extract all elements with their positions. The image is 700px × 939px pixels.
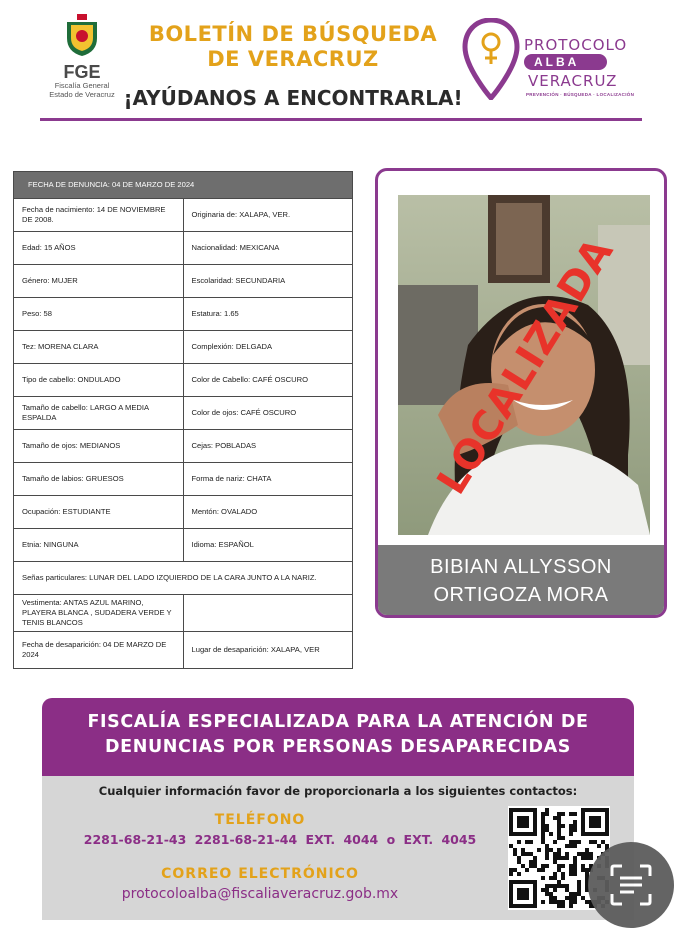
search-icon — [610, 56, 624, 70]
alba-line2: ALBA — [524, 54, 607, 70]
fge-logo — [42, 14, 122, 110]
table-cell: Fecha de nacimiento: 14 DE NOVIEMBRE DE 2008. — [14, 199, 184, 232]
table-cell: Tez: MORENA CLARA — [14, 331, 184, 364]
table-cell: Estatura: 1.65 — [183, 298, 353, 331]
phone-numbers: 2281-68-21-43 2281-68-21-44 EXT. 4044 o EXT. 4045 — [83, 832, 477, 847]
agency-banner-line1: FISCALÍA ESPECIALIZADA PARA LA ATENCIÓN DE — [87, 712, 589, 732]
email-address[interactable]: protocoloalba@fiscaliaveracruz.gob.mx — [121, 886, 399, 902]
table-row — [14, 397, 353, 430]
bulletin-subtitle: ¡AYÚDANOS A ENCONTRARLA! — [123, 86, 463, 110]
table-cell: Etnia: NINGUNA — [14, 529, 184, 562]
fge-text: FGE — [63, 62, 101, 82]
contact-intro: Cualquier información favor de proporcionarla a los siguientes contactos: — [98, 784, 578, 798]
table-row — [14, 562, 353, 595]
table-cell: Color de Cabello: CAFÉ OSCURO — [183, 364, 353, 397]
protocolo-alba-logo — [462, 18, 662, 102]
table-row — [14, 529, 353, 562]
table-cell: Escolaridad: SECUNDARIA — [183, 265, 353, 298]
agency-banner — [42, 698, 634, 776]
table-row — [14, 364, 353, 397]
bulletin-title-line2: DE VERACRUZ — [207, 47, 379, 71]
table-cell: Tamaño de cabello: LARGO A MEDIA ESPALDA — [14, 397, 184, 430]
agency-banner-line2: DENUNCIAS POR PERSONAS DESAPARECIDAS — [105, 737, 571, 757]
table-row — [14, 232, 353, 265]
table-cell: Ocupación: ESTUDIANTE — [14, 496, 184, 529]
table-row — [14, 496, 353, 529]
table-cell: Nacionalidad: MEXICANA — [183, 232, 353, 265]
table-cell: Tipo de cabello: ONDULADO — [14, 364, 184, 397]
person-name — [378, 545, 664, 615]
table-cell: Cejas: POBLADAS — [183, 430, 353, 463]
person-name-line1: BIBIAN ALLYSSON — [430, 556, 612, 578]
photo-card — [375, 168, 667, 618]
table-row — [14, 331, 353, 364]
table-row — [14, 199, 353, 232]
phone-label: TELÉFONO — [214, 812, 306, 828]
header-divider — [40, 118, 642, 121]
table-row — [14, 430, 353, 463]
table-cell: Idioma: ESPAÑOL — [183, 529, 353, 562]
report-date: FECHA DE DENUNCIA: 04 DE MARZO DE 2024 — [14, 172, 353, 199]
localizada-stamp — [398, 195, 650, 535]
table-cell: Tamaño de labios: GRUESOS — [14, 463, 184, 496]
fge-subtitle-2: Estado de Veracruz — [49, 90, 115, 99]
alba-line3: VERACRUZ — [528, 72, 618, 90]
table-row — [14, 265, 353, 298]
table-cell: Lugar de desaparición: XALAPA, VER — [183, 632, 353, 669]
table-cell: Originaria de: XALAPA, VER. — [183, 199, 353, 232]
scan-text-button[interactable] — [588, 842, 674, 928]
person-name-line2: ORTIGOZA MORA — [433, 584, 609, 606]
table-cell: Complexión: DELGADA — [183, 331, 353, 364]
table-cell: Vestimenta: ANTAS AZUL MARINO, PLAYERA BLANCA , SUDADERA VERDE Y TENIS BLANCOS — [14, 595, 184, 632]
table-cell: Señas particulares: LUNAR DEL LADO IZQUIERDO DE LA CARA JUNTO A LA NARIZ. — [14, 562, 353, 595]
bulletin-title — [128, 22, 458, 72]
table-cell: Forma de nariz: CHATA — [183, 463, 353, 496]
table-cell: Género: MUJER — [14, 265, 184, 298]
bulletin-title-line1: BOLETÍN DE BÚSQUEDA — [148, 22, 438, 46]
table-cell: Peso: 58 — [14, 298, 184, 331]
email-label: CORREO ELECTRÓNICO — [161, 866, 359, 882]
scan-text-icon — [588, 842, 674, 928]
shield-icon — [63, 14, 101, 56]
table-cell: Edad: 15 AÑOS — [14, 232, 184, 265]
table-row — [14, 632, 353, 669]
table-cell: Fecha de desaparición: 04 DE MARZO DE 2024 — [14, 632, 184, 669]
alba-line1: PROTOCOLO — [524, 36, 628, 54]
table-row — [14, 463, 353, 496]
location-pin-icon — [462, 18, 520, 100]
fge-subtitle-1: Fiscalía General — [54, 81, 110, 90]
table-cell: Color de ojos: CAFÉ OSCURO — [183, 397, 353, 430]
person-photo — [398, 195, 650, 535]
table-row — [14, 298, 353, 331]
table-cell — [183, 595, 353, 632]
localizada-stamp-text: LOCALIZADA — [428, 229, 623, 503]
alba-tagline: PREVENCIÓN · BÚSQUEDA · LOCALIZACIÓN — [526, 92, 635, 97]
table-cell: Tamaño de ojos: MEDIANOS — [14, 430, 184, 463]
table-row — [14, 595, 353, 632]
person-details-table — [13, 171, 353, 669]
table-cell: Mentón: OVALADO — [183, 496, 353, 529]
